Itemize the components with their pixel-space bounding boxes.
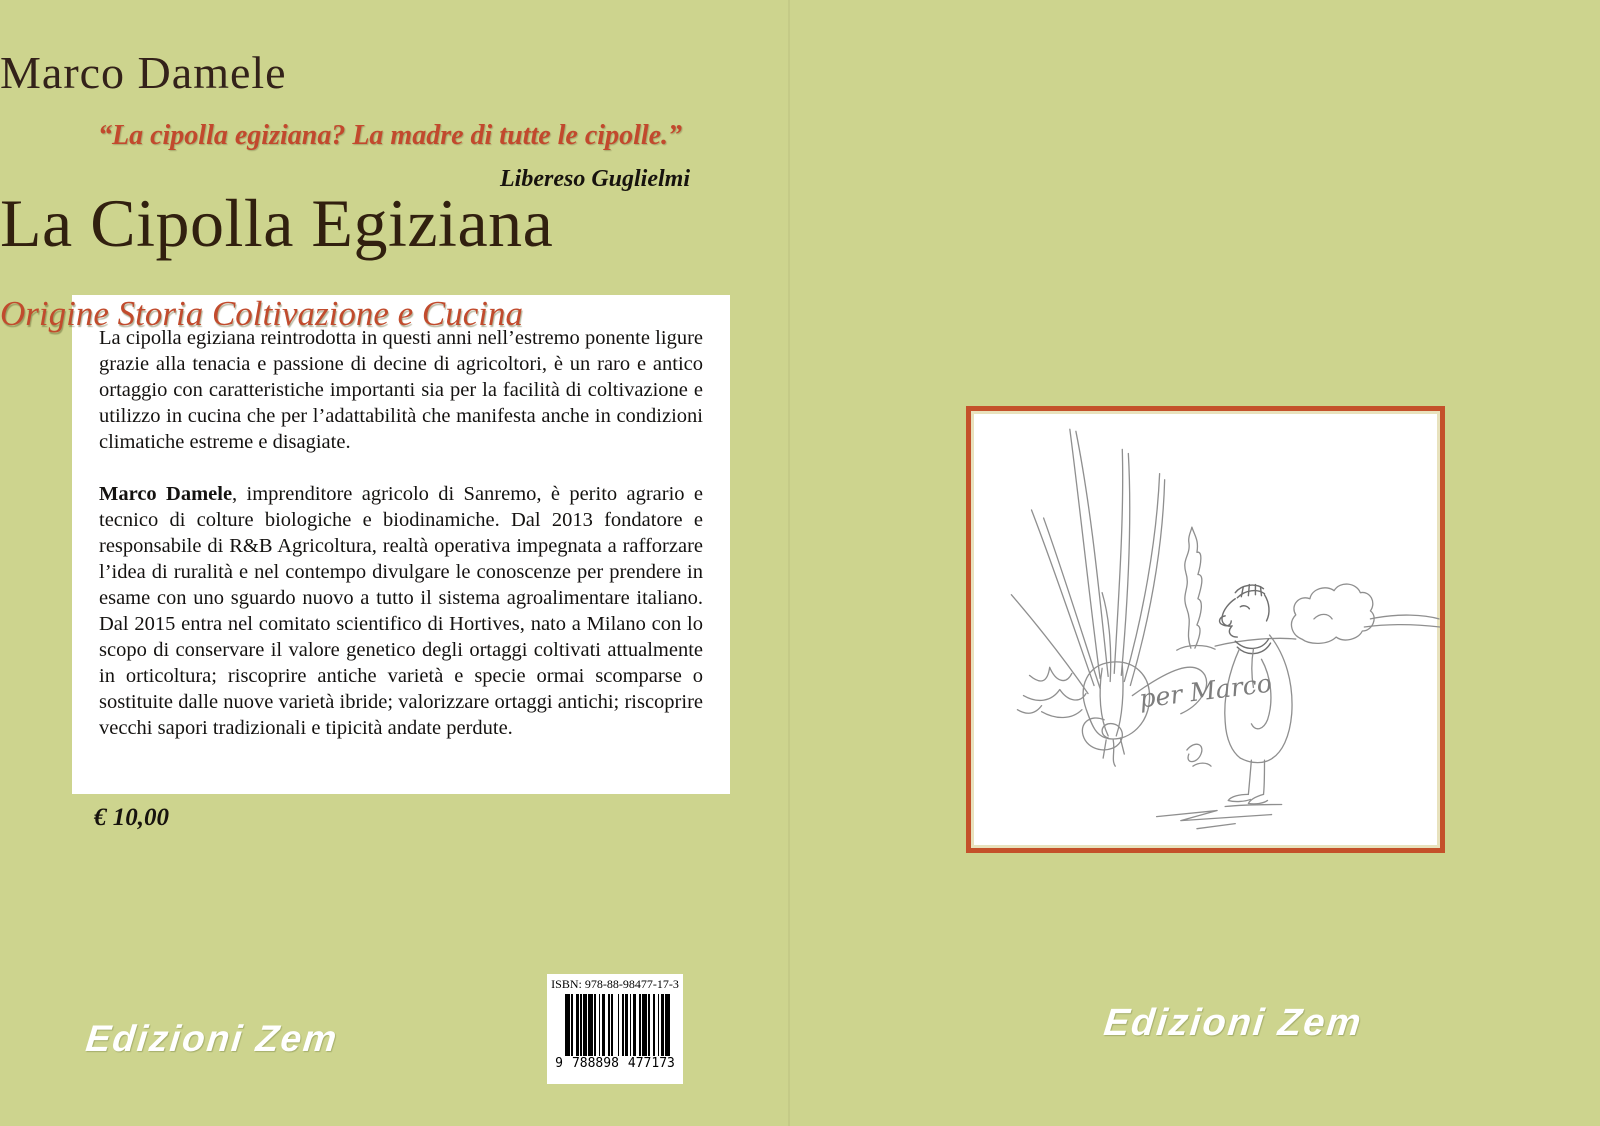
ground-strokes: [1157, 811, 1272, 829]
about-paragraph-2-rest: , imprenditore agricolo di Sanremo, è perito agrario e tecnico di colture biologiche e biodinamiche. Dal 2013 fondatore e responsabile di R&B Agricoltura, realtà operativa impegnata a rafforzare l’idea di ruralità e nel contempo divulgare le conoscenze per prendere in esame con uno sguardo nuovo a tutto il sistema agroalimentare italiano. Dal 2015 entra nel comitato scientifico di Hortives, nato a Milano con lo scopo di conservare il valore genetico degli ortaggi coltivati attualmente in orticoltura; riscoprire antiche varietà e specie ormai scomparse o sostituite dalle nuove varietà ibride; valorizzare ortaggi antichi; riscoprire vecchi sapori tradizionali e tipicità andate perdute.: [99, 483, 703, 739]
base-foliage: [1017, 667, 1086, 717]
quote-text: “La cipolla egiziana? La madre di tutte le cipolle.”: [98, 120, 683, 151]
publisher-logo-front: Edizioni Zem: [1101, 1002, 1365, 1044]
signature-underline: [1193, 763, 1211, 766]
barcode: [547, 974, 683, 1084]
cypress-tree: [1177, 527, 1215, 650]
man-coat: [1225, 635, 1292, 806]
bush: [1291, 584, 1374, 643]
price-label: € 10,00: [94, 804, 169, 831]
about-panel: [72, 295, 730, 794]
onion-bulb: [1083, 662, 1149, 766]
book-subtitle: Origine Storia Coltivazione e Cucina: [0, 294, 524, 333]
about-paragraph-2-lead: Marco Damele: [99, 483, 233, 505]
about-paragraph-1: La cipolla egiziana reintrodotta in questi anni nell’estremo ponente ligure grazie alla tenacia e passione di decine di agricoltori, è un raro e antico ortaggio con caratteristiche importanti sia per la facilità di coltivazione e utilizzo in cucina che per l’adattabilità che manifesta anche in condizioni climatiche estreme e disagiate.: [99, 327, 703, 453]
book-title: La Cipolla Egiziana: [0, 185, 554, 261]
quote-attribution: Libereso Guglielmi: [500, 166, 690, 192]
dedication-signature: [1082, 669, 1273, 767]
barcode-digit-group-2: 477173: [627, 1056, 675, 1071]
isbn-label: ISBN: 978-88-98477-17-3: [551, 977, 679, 991]
barcode-digit-group-1: 788898: [571, 1056, 619, 1071]
spine-fold-line: [788, 0, 790, 1126]
dedication-text: per Marco: [1137, 668, 1274, 714]
onion-plant-leaves: [1011, 429, 1206, 713]
barcode-digit-lead: 9: [555, 1056, 563, 1071]
barcode-digits: [547, 1057, 683, 1070]
back-cover-quote-block: [98, 120, 690, 193]
barcode-bars-icon: [559, 994, 676, 1056]
onion-sketch-illustration: [971, 411, 1440, 848]
author-name: Marco Damele: [0, 47, 287, 98]
signature-squiggle: [1187, 744, 1202, 761]
publisher-logo-back: Edizioni Zem: [83, 1018, 341, 1059]
about-paragraph-2: [99, 481, 703, 741]
illustration-frame: [966, 406, 1445, 853]
